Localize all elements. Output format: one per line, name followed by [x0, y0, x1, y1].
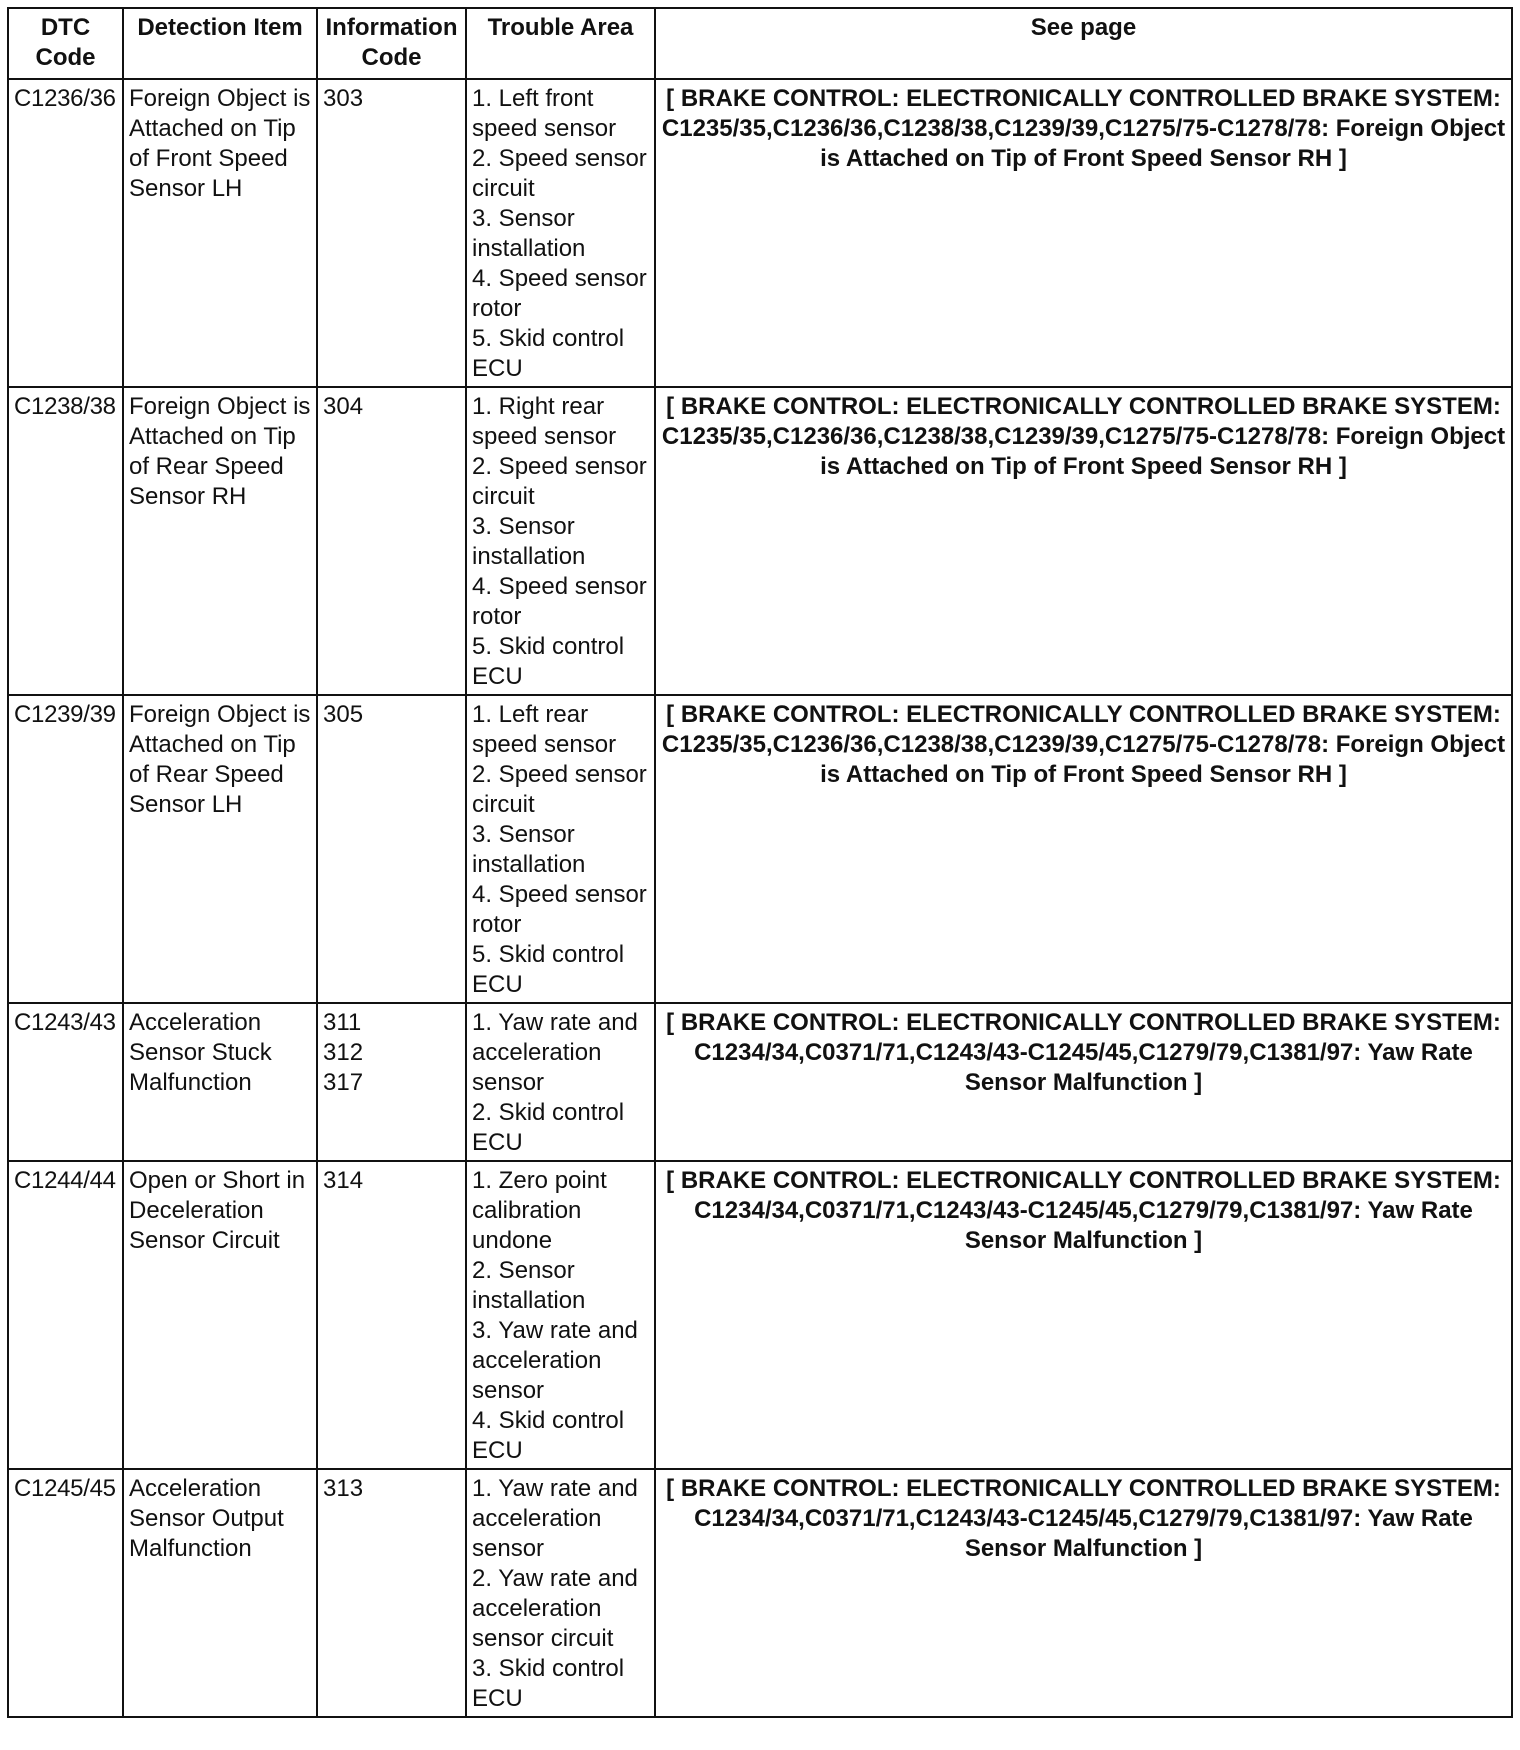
detection-item-cell: Foreign Object is Attached on Tip of Rear Speed Sensor RH — [123, 387, 317, 695]
header-see-page: See page — [655, 8, 1512, 79]
header-row — [8, 8, 1512, 79]
trouble-area-item: 3. Sensor installation — [472, 205, 586, 262]
dtc-table — [7, 7, 1513, 1718]
information-code-value: 311 — [323, 1009, 362, 1036]
trouble-area-item: 2. Skid control ECU — [472, 1099, 625, 1156]
trouble-area-item: 5. Skid control ECU — [472, 325, 625, 382]
information-code-cell — [317, 387, 466, 695]
information-code-value: 303 — [323, 85, 364, 112]
information-code-value: 313 — [323, 1475, 364, 1502]
dtc-sheet — [7, 7, 1513, 1718]
information-code-value: 305 — [323, 701, 364, 728]
trouble-area-item: 3. Sensor installation — [472, 513, 586, 570]
trouble-area-item: 2. Speed sensor circuit — [472, 453, 647, 510]
table-row — [8, 387, 1512, 695]
information-code-cell — [317, 79, 466, 387]
trouble-area-item: 1. Yaw rate and acceleration sensor — [472, 1475, 638, 1562]
header-dtc-code: DTC Code — [8, 8, 123, 79]
header-trouble-area: Trouble Area — [466, 8, 655, 79]
see-page-link[interactable]: [ BRAKE CONTROL: ELECTRONICALLY CONTROLLED BRAKE SYSTEM: C1234/34,C0371/71,C1243/43-C1245/45,C1279/79,C1381/97: Yaw Rate Sensor Malfunction ] — [655, 1469, 1512, 1717]
information-code-cell — [317, 695, 466, 1003]
trouble-area-item: 2. Speed sensor circuit — [472, 145, 647, 202]
detection-item-cell: Acceleration Sensor Output Malfunction — [123, 1469, 317, 1717]
table-row — [8, 1469, 1512, 1717]
trouble-area-item: 3. Skid control ECU — [472, 1655, 625, 1712]
information-code-cell — [317, 1003, 466, 1161]
trouble-area-item: 4. Speed sensor rotor — [472, 881, 647, 938]
see-page-link[interactable]: [ BRAKE CONTROL: ELECTRONICALLY CONTROLLED BRAKE SYSTEM: C1235/35,C1236/36,C1238/38,C1239/39,C1275/75-C1278/78: Foreign Object is Attached on Tip of Front Speed Sensor RH ] — [655, 695, 1512, 1003]
trouble-area-item: 1. Left rear speed sensor — [472, 701, 617, 758]
trouble-area-item: 1. Zero point calibration undone — [472, 1167, 607, 1254]
table-row — [8, 79, 1512, 387]
detection-item-cell: Acceleration Sensor Stuck Malfunction — [123, 1003, 317, 1161]
table-body — [8, 79, 1512, 1717]
trouble-area-item: 3. Yaw rate and acceleration sensor — [472, 1317, 638, 1404]
see-page-link[interactable]: [ BRAKE CONTROL: ELECTRONICALLY CONTROLLED BRAKE SYSTEM: C1234/34,C0371/71,C1243/43-C1245/45,C1279/79,C1381/97: Yaw Rate Sensor Malfunction ] — [655, 1161, 1512, 1469]
header-detection-item: Detection Item — [123, 8, 317, 79]
see-page-link[interactable]: [ BRAKE CONTROL: ELECTRONICALLY CONTROLLED BRAKE SYSTEM: C1234/34,C0371/71,C1243/43-C1245/45,C1279/79,C1381/97: Yaw Rate Sensor Malfunction ] — [655, 1003, 1512, 1161]
trouble-area-cell — [466, 1161, 655, 1469]
trouble-area-item: 5. Skid control ECU — [472, 633, 625, 690]
trouble-area-item: 3. Sensor installation — [472, 821, 586, 878]
dtc-code-cell: C1238/38 — [8, 387, 123, 695]
detection-item-cell: Open or Short in Deceleration Sensor Circuit — [123, 1161, 317, 1469]
detection-item-cell: Foreign Object is Attached on Tip of Rear Speed Sensor LH — [123, 695, 317, 1003]
detection-item-cell: Foreign Object is Attached on Tip of Front Speed Sensor LH — [123, 79, 317, 387]
trouble-area-item: 5. Skid control ECU — [472, 941, 625, 998]
table-row — [8, 695, 1512, 1003]
dtc-code-cell: C1244/44 — [8, 1161, 123, 1469]
trouble-area-item: 2. Sensor installation — [472, 1257, 586, 1314]
dtc-code-cell: C1236/36 — [8, 79, 123, 387]
information-code-value: 314 — [323, 1167, 364, 1194]
trouble-area-cell — [466, 387, 655, 695]
table-row — [8, 1161, 1512, 1469]
see-page-link[interactable]: [ BRAKE CONTROL: ELECTRONICALLY CONTROLLED BRAKE SYSTEM: C1235/35,C1236/36,C1238/38,C1239/39,C1275/75-C1278/78: Foreign Object is Attached on Tip of Front Speed Sensor RH ] — [655, 387, 1512, 695]
table-row — [8, 1003, 1512, 1161]
information-code-value: 317 — [323, 1069, 364, 1096]
trouble-area-cell — [466, 79, 655, 387]
trouble-area-item: 4. Speed sensor rotor — [472, 573, 647, 630]
see-page-link[interactable]: [ BRAKE CONTROL: ELECTRONICALLY CONTROLLED BRAKE SYSTEM: C1235/35,C1236/36,C1238/38,C1239/39,C1275/75-C1278/78: Foreign Object is Attached on Tip of Front Speed Sensor RH ] — [655, 79, 1512, 387]
dtc-code-cell: C1243/43 — [8, 1003, 123, 1161]
trouble-area-cell — [466, 1469, 655, 1717]
trouble-area-cell — [466, 695, 655, 1003]
trouble-area-item: 4. Skid control ECU — [472, 1407, 625, 1464]
information-code-value: 304 — [323, 393, 364, 420]
dtc-code-cell: C1239/39 — [8, 695, 123, 1003]
information-code-cell — [317, 1161, 466, 1469]
trouble-area-item: 1. Left front speed sensor — [472, 85, 617, 142]
trouble-area-item: 2. Speed sensor circuit — [472, 761, 647, 818]
trouble-area-item: 4. Speed sensor rotor — [472, 265, 647, 322]
trouble-area-item: 1. Right rear speed sensor — [472, 393, 617, 450]
information-code-value: 312 — [323, 1039, 364, 1066]
trouble-area-item: 2. Yaw rate and acceleration sensor circuit — [472, 1565, 638, 1652]
header-information-code: Information Code — [317, 8, 466, 79]
trouble-area-cell — [466, 1003, 655, 1161]
information-code-cell — [317, 1469, 466, 1717]
table-header — [8, 8, 1512, 79]
dtc-code-cell: C1245/45 — [8, 1469, 123, 1717]
trouble-area-item: 1. Yaw rate and acceleration sensor — [472, 1009, 638, 1096]
